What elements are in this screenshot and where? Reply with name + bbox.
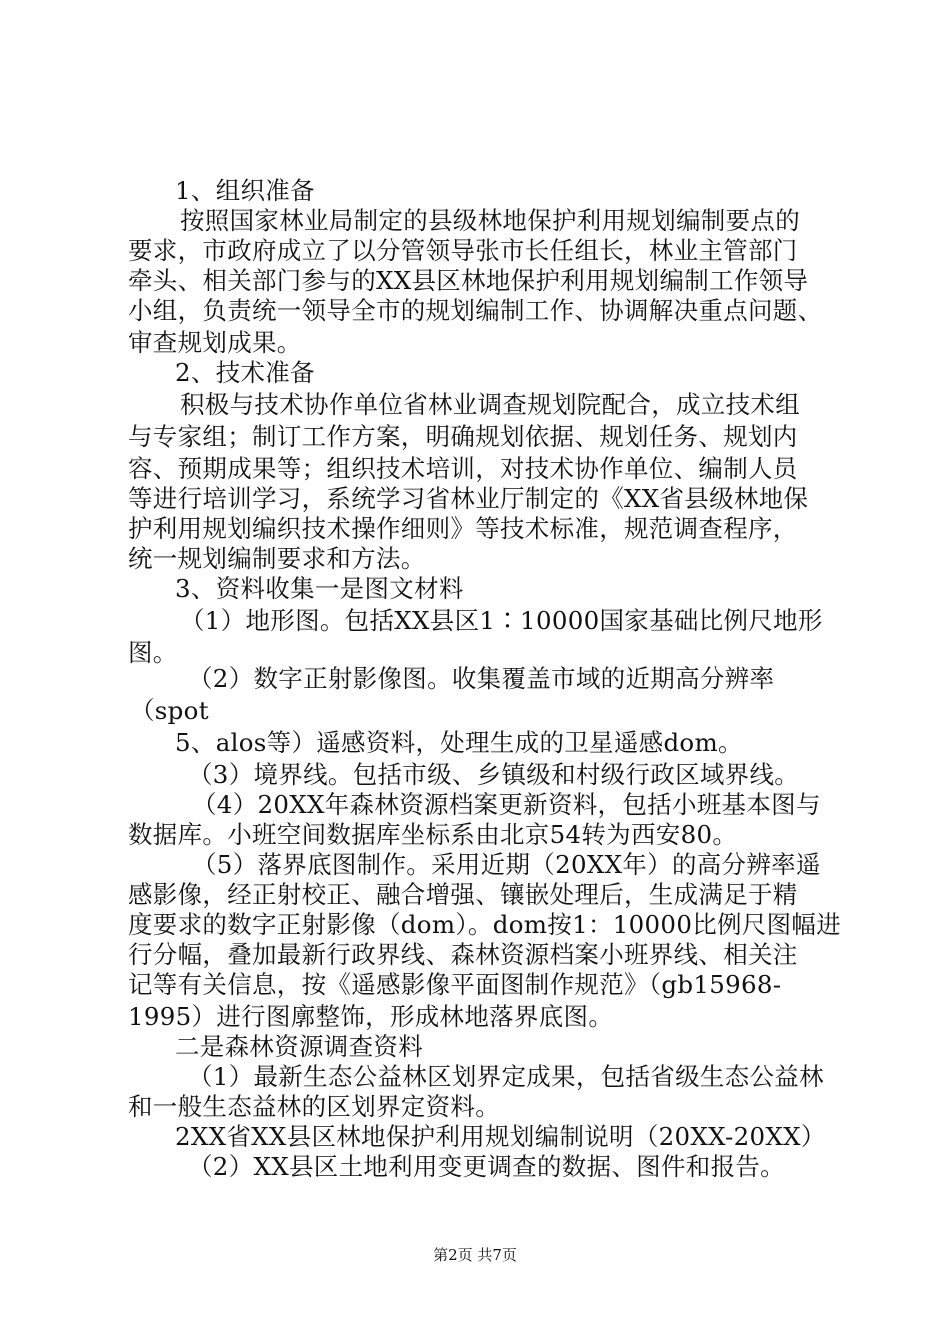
paragraph-line: 积极与技术协作单位省林业调查规划院配合，成立技术组 <box>180 390 800 419</box>
paragraph-line: （4）20XX年森林资源档案更新资料，包括小班基本图与 <box>192 790 821 819</box>
paragraph-line: （2）XX县区土地利用变更调查的数据、图件和报告。 <box>188 1152 785 1181</box>
paragraph-line: 图。 <box>128 638 178 667</box>
paragraph-line: （spot <box>130 696 209 725</box>
paragraph-line: 要求，市政府成立了以分管领导张市长任组长，林业主管部门 <box>128 236 798 265</box>
paragraph-line: 1995）进行图廓整饰，形成林地落界底图。 <box>128 1002 614 1031</box>
heading-organization: 1、组织准备 <box>175 176 315 205</box>
paragraph-line: 按照国家林业局制定的县级林地保护利用规划编制要点的 <box>180 206 800 235</box>
heading-data-collection: 3、资料收集一是图文材料 <box>175 574 464 603</box>
heading-technical: 2、技术准备 <box>175 358 315 387</box>
paragraph-line: （1）地形图。包括XX县区1∶10000国家基础比例尺地形 <box>180 606 823 635</box>
running-header-line: 2XX省XX县区林地保护利用规划编制说明（20XX-20XX） <box>175 1122 826 1151</box>
paragraph-line: 容、预期成果等；组织技术培训，对技术协作单位、编制人员 <box>128 454 798 483</box>
paragraph-line: 和一般生态益林的区划界定资料。 <box>128 1092 500 1121</box>
paragraph-line: 统一规划编制要求和方法。 <box>128 544 426 573</box>
paragraph-line: 感影像，经正射校正、融合增强、镶嵌处理后，生成满足于精 <box>128 880 798 909</box>
paragraph-line: （1）最新生态公益林区划界定成果，包括省级生态公益林 <box>188 1062 824 1091</box>
paragraph-line: 度要求的数字正射影像（dom）。dom按1：10000比例尺图幅进 <box>128 910 842 939</box>
page-footer: 第2页 共7页 <box>433 1246 517 1264</box>
paragraph-line: 等进行培训学习，系统学习省林业厅制定的《XX省县级林地保 <box>128 484 809 513</box>
paragraph-line: （5）落界底图制作。采用近期（20XX年）的高分辨率遥 <box>192 850 821 879</box>
paragraph-line: 小组，负责统一领导全市的规划编制工作、协调解决重点问题、 <box>128 296 823 325</box>
paragraph-line: 行分幅，叠加最新行政界线、森林资源档案小班界线、相关注 <box>128 940 798 969</box>
paragraph-line: （2）数字正射影像图。收集覆盖市域的近期高分辨率 <box>188 664 775 693</box>
paragraph-line: （3）境界线。包括市级、乡镇级和村级行政区域界线。 <box>188 760 800 789</box>
paragraph-line: 记等有关信息，按《遥感影像平面图制作规范》（gb15968- <box>128 970 782 999</box>
paragraph-line: 审查规划成果。 <box>128 328 302 357</box>
paragraph-line: 牵头、相关部门参与的XX县区林地保护利用规划编制工作领导 <box>128 266 809 295</box>
heading-forest-survey: 二是森林资源调查资料 <box>175 1032 423 1061</box>
paragraph-line: 5、alos等）遥感资料，处理生成的卫星遥感dom。 <box>175 728 743 757</box>
paragraph-line: 数据库。小班空间数据库坐标系由北京54转为西安80。 <box>128 820 738 849</box>
paragraph-line: 护利用规划编织技术操作细则》等技术标准，规范调查程序， <box>128 514 798 543</box>
paragraph-line: 与专家组；制订工作方案，明确规划依据、规划任务、规划内 <box>128 422 798 451</box>
